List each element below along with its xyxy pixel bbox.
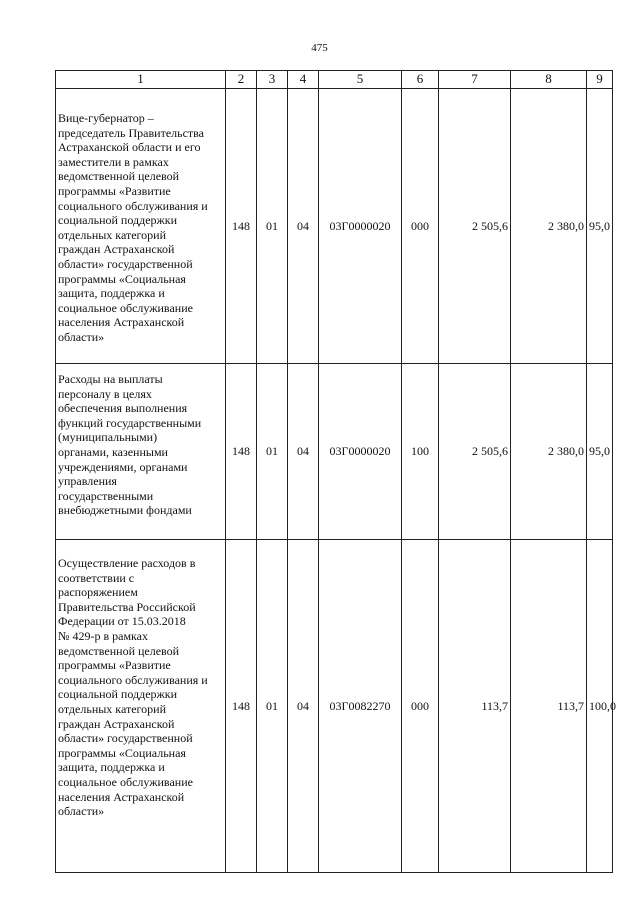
cell-target-article: 03Г0000020 (319, 89, 402, 364)
table-row (56, 540, 613, 873)
row-description (56, 540, 226, 873)
row-description (56, 364, 226, 540)
row-description-text: Осуществление расходов в соответствии с распоряжением Правительства Российской Федерации от 15.03.2018 № 429-р в рамках ведомственной целевой программы «Развитие социального обслуживания и социальной поддержки отдельных категорий граждан Астраханской области» государственной программы «Социальная защита, поддержка и социальное обслуживание населения Астраханской области» (58, 556, 208, 819)
cell-percent: 95,0 (587, 89, 613, 364)
header-cell-8: 8 (511, 71, 587, 89)
header-cell-9: 9 (587, 71, 613, 89)
budget-table (55, 70, 616, 873)
cell-section: 01 (257, 364, 288, 540)
cell-expense-type: 000 (402, 89, 439, 364)
header-cell-6: 6 (402, 71, 439, 89)
cell-actual-amount: 113,7 (511, 540, 587, 873)
cell-planned-amount: 113,7 (439, 540, 511, 873)
cell-percent: 100,0 (587, 540, 613, 873)
cell-subsection: 04 (288, 540, 319, 873)
row-description-text: Расходы на выплаты персоналу в целях обеспечения выполнения функций государственными (муниципальными) органами, казенными учреждениями, органами управления государственными внебюджетными фондами (58, 372, 202, 518)
cell-ministry-code: 148 (226, 540, 257, 873)
row-description (56, 89, 226, 364)
header-row (56, 71, 613, 89)
header-cell-7: 7 (439, 71, 511, 89)
cell-section: 01 (257, 540, 288, 873)
table-row (56, 89, 613, 364)
cell-target-article: 03Г0000020 (319, 364, 402, 540)
header-cell-3: 3 (257, 71, 288, 89)
header-cell-4: 4 (288, 71, 319, 89)
cell-percent: 95,0 (587, 364, 613, 540)
cell-subsection: 04 (288, 364, 319, 540)
cell-expense-type: 100 (402, 364, 439, 540)
cell-planned-amount: 2 505,6 (439, 89, 511, 364)
page-number: 475 (311, 42, 328, 54)
header-cell-2: 2 (226, 71, 257, 89)
cell-planned-amount: 2 505,6 (439, 364, 511, 540)
row-description-text: Вице-губернатор – председатель Правительства Астраханской области и его заместители в рамках ведомственной целевой программы «Развитие социального обслуживания и социальной поддержки отдельных категорий граждан Астраханской области» государственной программы «Социальная защита, поддержка и социальное обслуживание населения Астраханской области» (58, 111, 208, 344)
cell-actual-amount: 2 380,0 (511, 89, 587, 364)
cell-section: 01 (257, 89, 288, 364)
cell-ministry-code: 148 (226, 89, 257, 364)
cell-target-article: 03Г0082270 (319, 540, 402, 873)
table-row (56, 364, 613, 540)
cell-subsection: 04 (288, 89, 319, 364)
header-cell-1: 1 (56, 71, 226, 89)
cell-ministry-code: 148 (226, 364, 257, 540)
cell-expense-type: 000 (402, 540, 439, 873)
cell-actual-amount: 2 380,0 (511, 364, 587, 540)
header-cell-5: 5 (319, 71, 402, 89)
